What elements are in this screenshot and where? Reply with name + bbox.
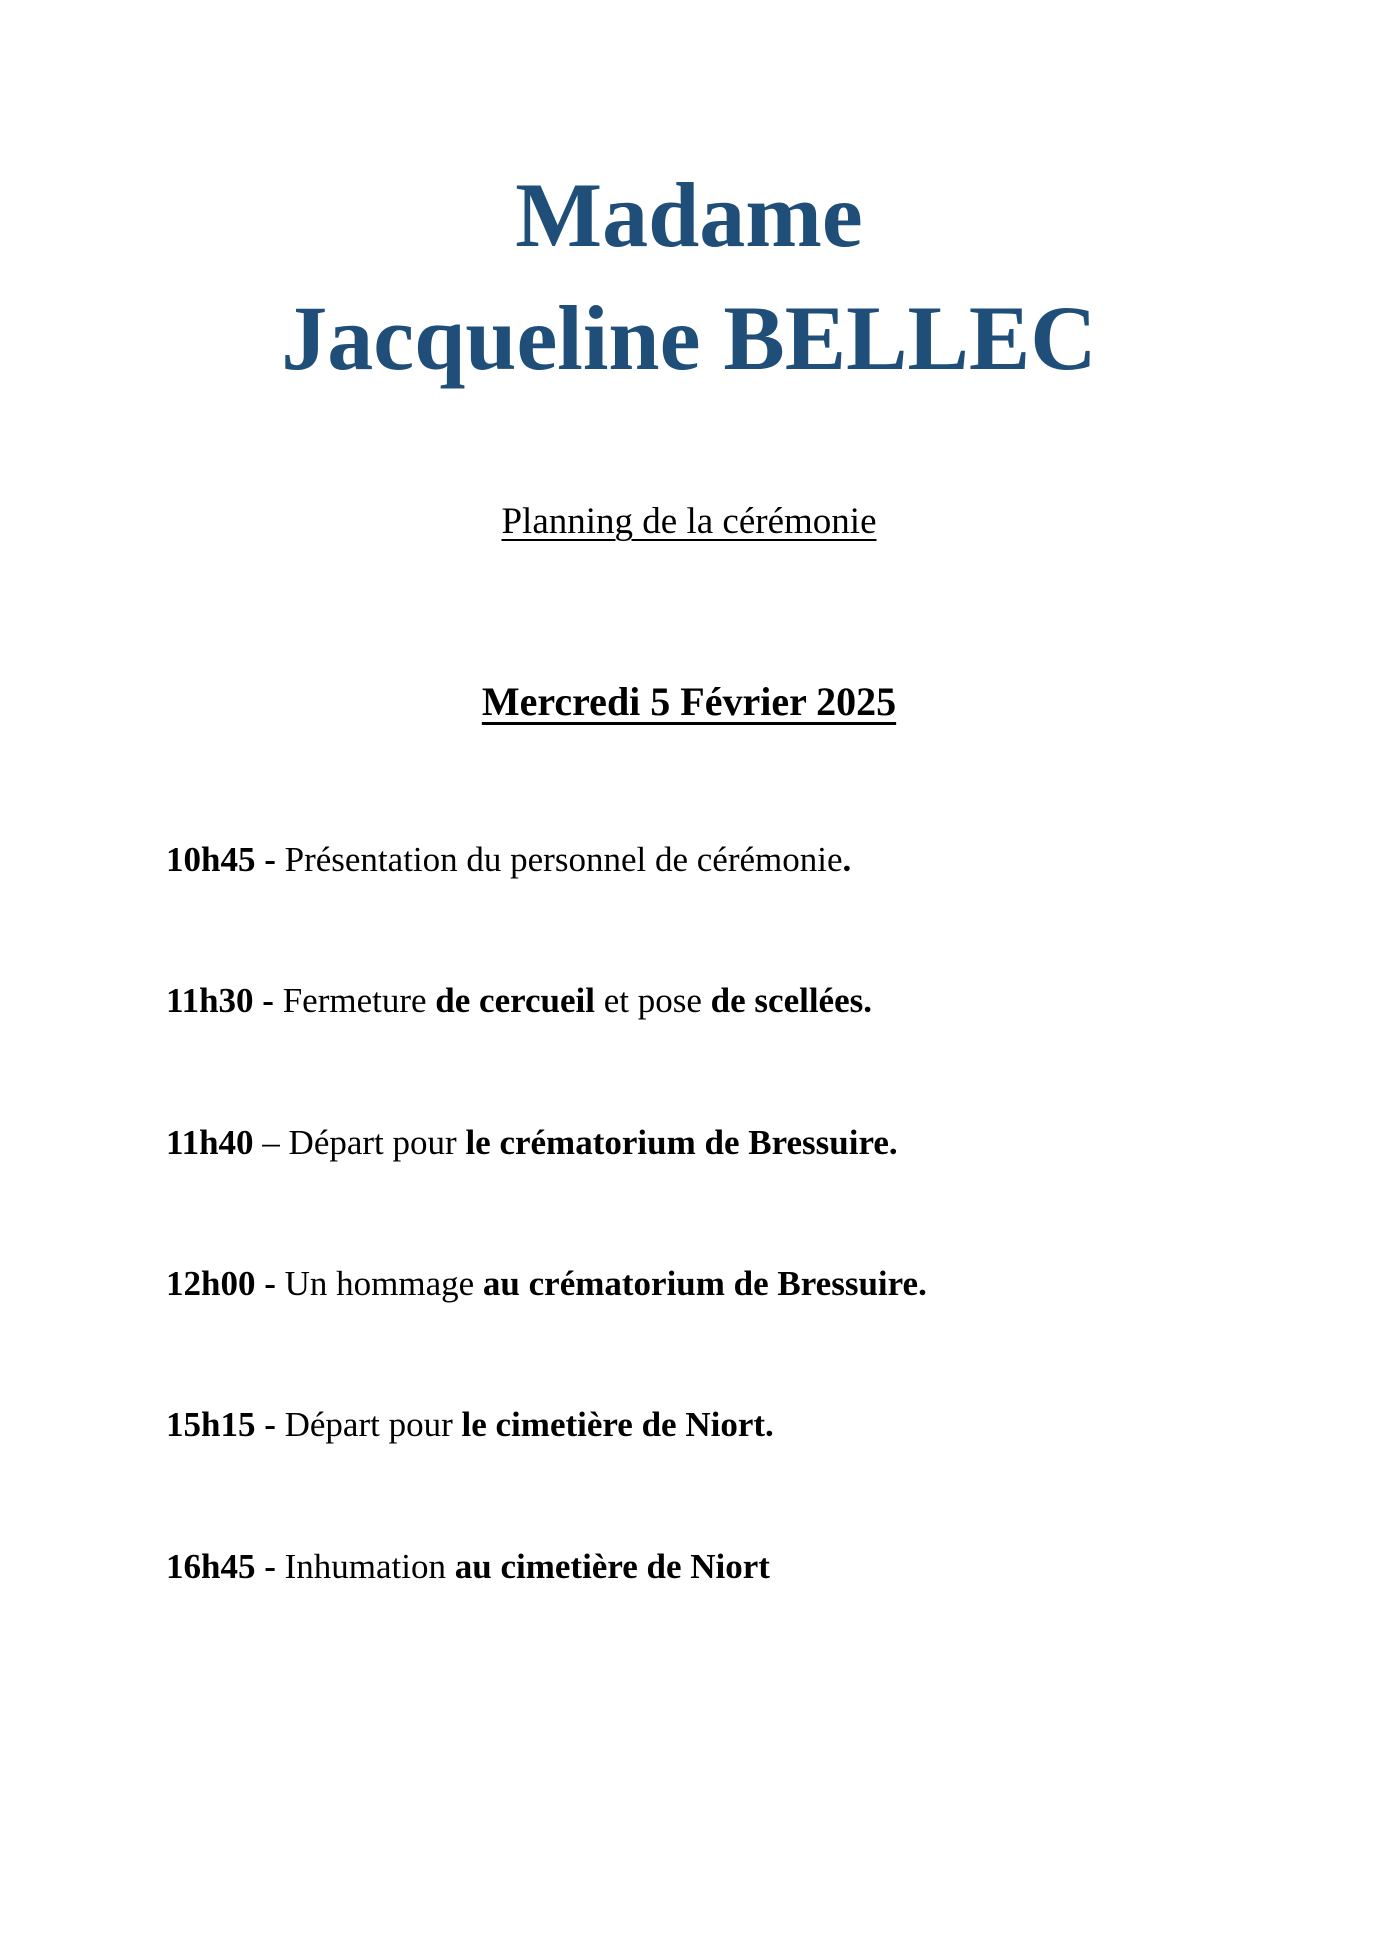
schedule-text: le crématorium de Bressuire. bbox=[465, 1123, 898, 1162]
schedule-text: Présentation du personnel de cérémonie bbox=[284, 840, 843, 879]
schedule-separator: – bbox=[253, 1123, 289, 1162]
schedule-separator: - bbox=[255, 1264, 285, 1303]
schedule-item bbox=[166, 983, 872, 1018]
ceremony-date: Mercredi 5 Février 2025 bbox=[481, 679, 897, 724]
schedule-text: de cercueil bbox=[435, 981, 595, 1020]
schedule-item bbox=[166, 1266, 927, 1301]
schedule-text: Inhumation bbox=[284, 1547, 455, 1586]
subtitle: Planning de la cérémonie bbox=[501, 501, 877, 542]
title-name: Jacqueline BELLEC bbox=[281, 287, 1097, 389]
schedule-text: au cimetière de Niort bbox=[454, 1547, 770, 1586]
subtitle-wrap bbox=[0, 503, 1378, 540]
schedule-separator: - bbox=[255, 1405, 285, 1444]
schedule-text: le cimetière de Niort. bbox=[461, 1405, 774, 1444]
schedule-text: Départ pour bbox=[288, 1123, 466, 1162]
schedule-text: Départ pour bbox=[284, 1405, 462, 1444]
schedule-time: 11h30 bbox=[166, 981, 254, 1020]
date-wrap bbox=[0, 679, 1378, 724]
schedule-time: 16h45 bbox=[166, 1547, 256, 1586]
schedule-text: de scellées. bbox=[710, 981, 872, 1020]
schedule-text: Fermeture bbox=[282, 981, 436, 1020]
schedule-item bbox=[166, 1407, 774, 1442]
schedule-time: 12h00 bbox=[166, 1264, 256, 1303]
schedule-item bbox=[166, 1125, 898, 1160]
schedule-time: 15h15 bbox=[166, 1405, 256, 1444]
schedule-separator: - bbox=[255, 1547, 285, 1586]
schedule-time: 10h45 bbox=[166, 840, 256, 879]
schedule-text: au crématorium de Bressuire. bbox=[482, 1264, 927, 1303]
schedule-time: 11h40 bbox=[166, 1123, 254, 1162]
schedule-text: et pose bbox=[595, 981, 711, 1020]
schedule-item bbox=[166, 842, 851, 877]
schedule-separator: - bbox=[253, 981, 283, 1020]
schedule-text: Un hommage bbox=[284, 1264, 483, 1303]
schedule-text: . bbox=[842, 840, 852, 879]
schedule-item bbox=[166, 1549, 770, 1584]
title-honorific: Madame bbox=[515, 164, 863, 266]
schedule-separator: - bbox=[255, 840, 285, 879]
